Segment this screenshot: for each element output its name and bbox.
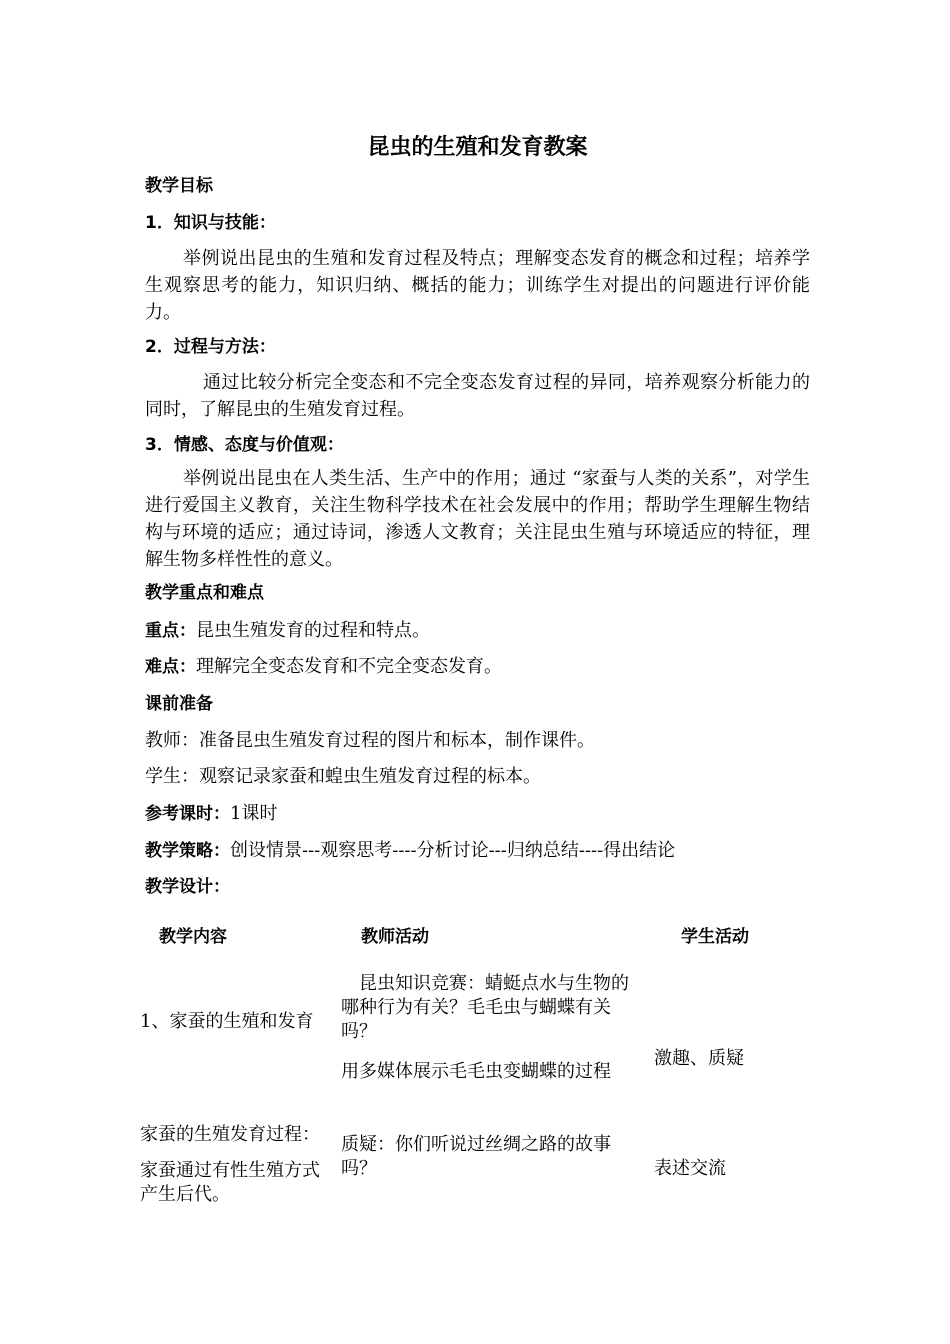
difficulty-text: 理解完全变态发育和不完全变态发育。 [196,656,502,677]
row1-content: 1、家蚕的生殖和发育 [140,1011,314,1032]
key-points-heading: 教学重点和难点 [145,583,264,603]
header-student-activity: 学生活动 [681,927,749,947]
row2-content-1: 家蚕的生殖发育过程： [140,1124,320,1145]
hours-line [145,801,277,827]
emotion-values-heading: 3．情感、态度与价值观： [145,435,344,455]
row2-student-activity: 表述交流 [654,1158,726,1179]
focus-line [145,618,430,644]
objectives-heading: 教学目标 [145,176,213,196]
hours-label: 参考课时： [145,804,230,824]
teacher-preparation: 教师：准备昆虫生殖发育过程的图片和标本，制作课件。 [145,730,595,751]
difficulty-label: 难点： [145,657,196,677]
focus-text: 昆虫生殖发育的过程和特点。 [196,620,430,641]
strategy-value: 创设情景---观察思考----分析讨论---归纳总结----得出结论 [230,840,676,861]
row1-student-activity: 激趣、质疑 [654,1048,744,1069]
knowledge-skills-heading: 1．知识与技能： [145,213,276,233]
header-teacher-activity: 教师活动 [361,927,429,947]
row2-content-2: 家蚕通过有性生殖方式产生后代。 [140,1160,320,1205]
student-preparation: 学生：观察记录家蚕和蝗虫生殖发育过程的标本。 [145,766,541,787]
document-title: 昆虫的生殖和发育教案 [367,135,588,160]
strategy-line [145,838,675,864]
preparation-heading: 课前准备 [145,694,213,714]
difficulty-line [145,654,502,680]
hours-value: 1课时 [230,803,278,824]
design-heading: 教学设计： [145,877,230,897]
row2-teacher-activity: 质疑：你们听说过丝绸之路的故事吗？ [341,1134,611,1179]
row1-teacher-activity-2: 用多媒体展示毛毛虫变蝴蝶的过程 [341,1061,611,1082]
focus-label: 重点： [145,621,196,641]
knowledge-skills-text: 举例说出昆虫的生殖和发育过程及特点；理解变态发育的概念和过程；培养学生观察思考的能力，知识归纳、概括的能力；训练学生对提出的问题进行评价能力。 [145,248,810,323]
process-methods-text: 通过比较分析完全变态和不完全变态发育过程的异同，培养观察分析能力的同时，了解昆虫的生殖发育过程。 [145,372,810,420]
row1-teacher-activity-1: 昆虫知识竞赛：蜻蜓点水与生物的哪种行为有关？毛毛虫与蝴蝶有关吗？ [341,973,629,1042]
process-methods-heading: 2．过程与方法： [145,337,276,357]
emotion-values-text: 举例说出昆虫在人类生活、生产中的作用；通过 “家蚕与人类的关系”，对学生进行爱国主义教育，关注生物科学技术在社会发展中的作用；帮助学生理解生物结构与环境的适应；通过诗词，渗透人文教育；关注昆虫生殖与环境适应的特征，理解生物多样性性的意义。 [145,468,810,570]
header-content: 教学内容 [159,927,227,947]
strategy-label: 教学策略： [145,841,230,861]
